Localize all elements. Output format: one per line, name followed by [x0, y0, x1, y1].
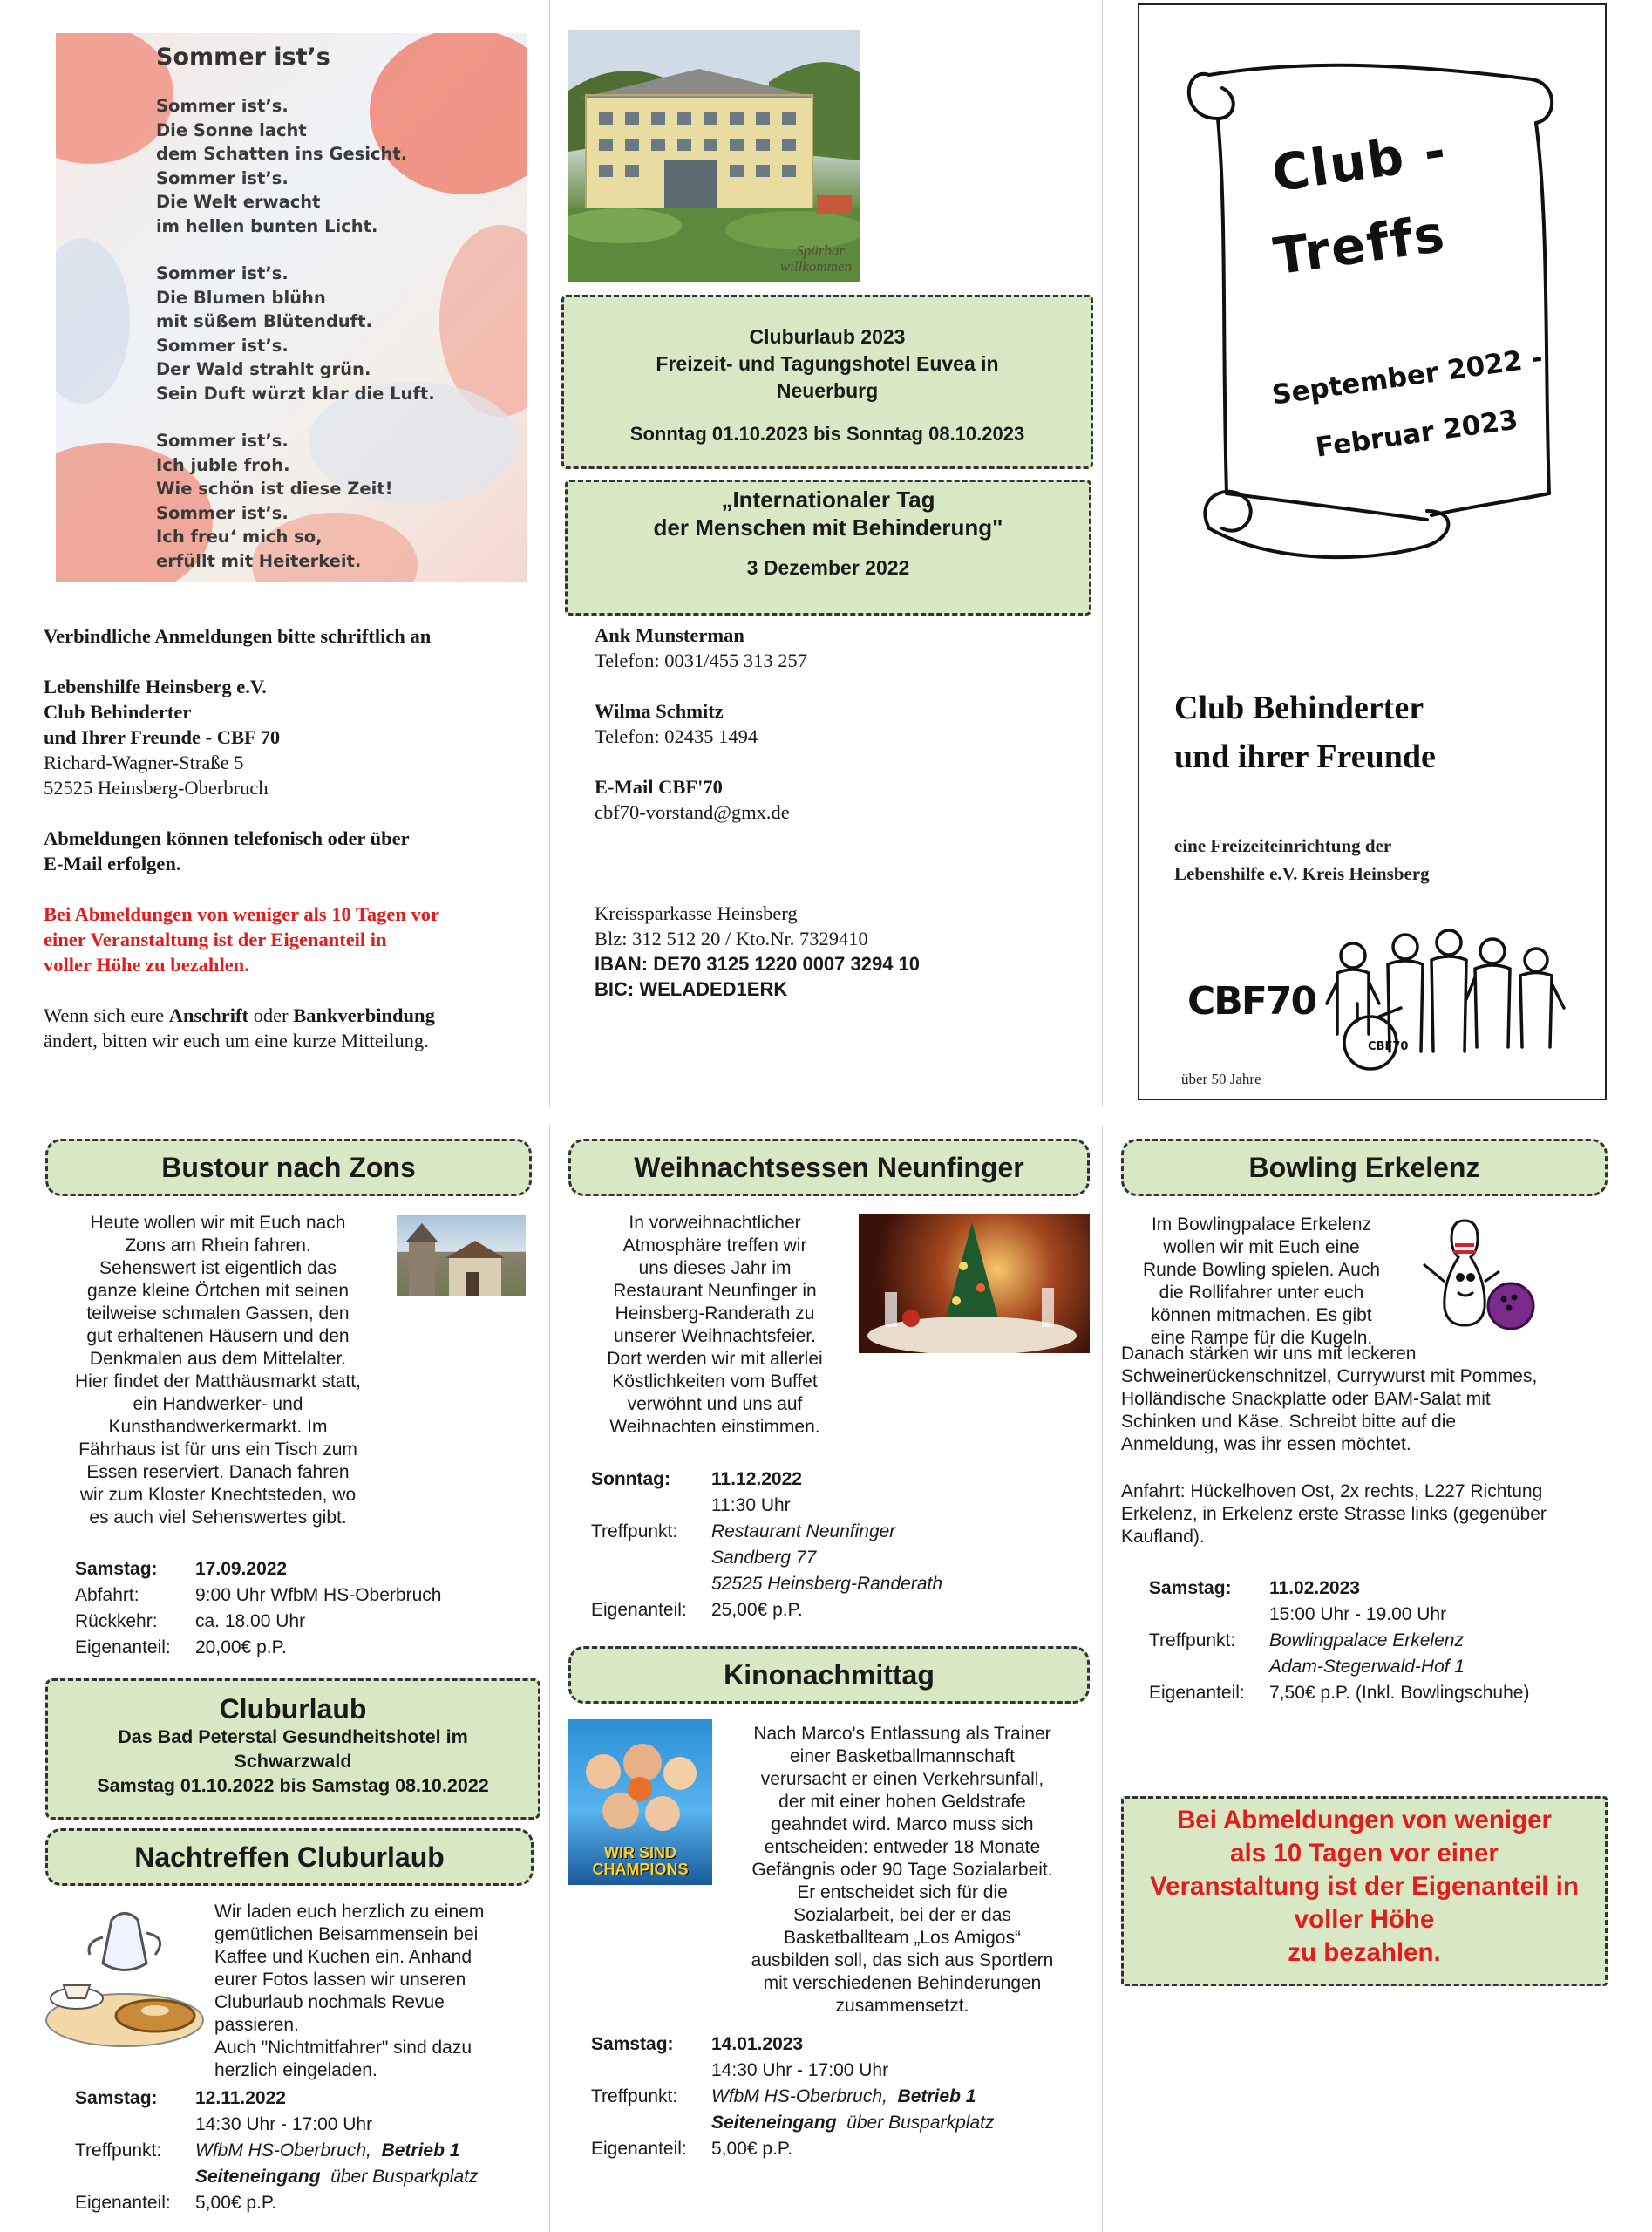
bowling-header — [1121, 1139, 1608, 1196]
cbf70-logo: CBF70 — [1187, 979, 1316, 1024]
poem-line: Sommer ist’s. — [156, 263, 289, 283]
people-group-illustration — [1318, 921, 1580, 1078]
cover-period-line2: Februar 2023 — [1314, 404, 1520, 464]
bowling-text-line: die Rollifahrer unter euch — [1159, 1283, 1364, 1303]
cancel-warning-line1: Bei Abmeldungen von weniger als 10 Tagen vor — [44, 903, 440, 925]
poem-line: Sommer ist’s. — [156, 502, 289, 523]
bowling-title: Bowling Erkelenz — [1248, 1152, 1480, 1183]
movie-poster — [568, 1719, 712, 1885]
cancellation-warning-box — [1121, 1796, 1608, 1986]
poem-line: Sommer ist’s. — [156, 167, 289, 188]
contact-name-2: Wilma Schmitz — [595, 700, 724, 722]
nachtreffen-text-line: passieren. — [214, 2015, 299, 2035]
kino-description — [715, 1723, 1090, 2018]
weihnacht-title: Weihnachtsessen Neunfinger — [634, 1152, 1024, 1183]
kino-info: Samstag: 14.01.2023 14:30 Uhr - 17:00 Uhr Treffpunkt: WfbM HS-Oberbruch, Betrieb 1 Seiteneingang über Busparkplatz Eigenanteil: 5,00€ p.P. — [591, 2031, 994, 2162]
weihnacht-text-line: Dort werden wir mit allerlei — [607, 1349, 823, 1369]
coffee-and-cake-illustration — [42, 1902, 207, 2051]
bustour-header — [45, 1139, 532, 1196]
cbf70-logo-small: CBF70 — [1368, 1040, 1409, 1053]
kino-date: 14.01.2023 — [711, 2034, 804, 2054]
weihnacht-info: Sonntag: 11.12.2022 11:30 Uhr Treffpunkt: Restaurant Neunfinger Sandberg 77 52525 Heinsberg-Randerath Eigenanteil: 25,00€ p.P. — [591, 1466, 942, 1623]
weihnacht-text-line: unserer Weihnachtsfeier. — [614, 1326, 816, 1346]
cover-period-line1: September 2022 - — [1270, 342, 1545, 412]
poem-line: Sommer ist’s. — [156, 335, 289, 356]
bowling-food-line: Anmeldung, was ihr essen möchtet. — [1121, 1434, 1411, 1454]
bank-blz: Blz: 312 512 20 / Kto.Nr. 7329410 — [595, 928, 868, 949]
international-day-date: 3 Dezember 2022 — [746, 556, 910, 579]
bowling-text-line: wollen wir mit Euch eine — [1163, 1237, 1360, 1257]
registration-intro: Verbindliche Anmeldungen bitte schriftlich an — [44, 625, 432, 647]
nachtreffen-text-line: herzlich eingeladen. — [214, 2060, 377, 2080]
kino-text-line: zusammensetzt. — [835, 1996, 969, 2016]
bustour-text-line: Denkmalen aus dem Mittelalter. — [89, 1349, 347, 1369]
poem-line: Die Sonne lacht — [156, 119, 307, 140]
bustour-text-line: ganze kleine Örtchen mit seinen — [87, 1281, 349, 1301]
contact-name-1: Ank Munsterman — [595, 624, 744, 646]
kino-text-line: Nach Marco's Entlassung als Trainer — [753, 1724, 1051, 1744]
bustour-info-row: Eigenanteil: 20,00€ p.P. — [75, 1637, 287, 1657]
bustour-text-line: Fährhaus ist für uns ein Tisch zum — [78, 1439, 357, 1460]
weihnacht-price: 25,00€ p.P. — [711, 1600, 803, 1620]
kino-text-line: Sozialarbeit, bei der er das — [793, 1905, 1011, 1925]
poem-title: Sommer ist’s — [156, 44, 330, 71]
poem-line: dem Schatten ins Gesicht. — [156, 144, 408, 164]
poem-line: Ich freu‘ mich so, — [156, 527, 323, 547]
nachtreffen-title: Nachtreffen Cluburlaub — [134, 1841, 445, 1873]
poem-text — [156, 94, 435, 573]
column-divider — [1102, 1125, 1103, 2232]
poem-panel — [56, 33, 527, 582]
kino-text-line: der mit einer hohen Geldstrafe — [778, 1792, 1026, 1812]
nachtreffen-text-line: eurer Fotos lassen wir unseren — [214, 1970, 466, 1990]
kino-text-line: Er entscheidet sich für die — [797, 1882, 1008, 1902]
cluburlaub-2023-dates: Sonntag 01.10.2023 bis Sonntag 08.10.2023 — [629, 423, 1025, 445]
address-change-note-line2: ändert, bitten wir euch um eine kurze Mitteilung. — [44, 1030, 429, 1051]
cancel-note-line2: E-Mail erfolgen. — [44, 853, 181, 874]
weihnacht-date: 11.12.2022 — [711, 1469, 802, 1489]
weihnacht-header — [568, 1139, 1090, 1196]
nachtreffen-text-line: gemütlichen Beisammensein bei — [214, 1924, 479, 1944]
kino-text-line: ausbilden soll, das sich aus Sportlern — [751, 1950, 1054, 1970]
cluburlaub-2023-place: Neuerburg — [776, 379, 879, 402]
bustour-text-line: Hier findet der Matthäusmarkt statt, — [75, 1371, 361, 1392]
christmas-dinner-photo — [859, 1214, 1090, 1353]
org-street: Richard-Wagner-Straße 5 — [44, 752, 244, 773]
org-city: 52525 Heinsberg-Oberbruch — [44, 777, 269, 799]
poem-line: erfüllt mit Heiterkeit. — [156, 550, 362, 571]
nachtreffen-info: Samstag: 12.11.2022 14:30 Uhr - 17:00 Uhr Treffpunkt: WfbM HS-Oberbruch, Betrieb 1 Seiteneingang über Busparkplatz Eigenanteil: 5,00€ p.P. — [75, 2086, 478, 2216]
bustour-info-row: Samstag: 17.09.2022 — [75, 1559, 288, 1579]
cancel-warning-line3: voller Höhe zu bezahlen. — [44, 954, 249, 976]
kino-time: 14:30 Uhr - 17:00 Uhr — [711, 2060, 889, 2080]
bowling-place: Bowlingpalace Erkelenz — [1269, 1630, 1464, 1650]
warning-line2: als 10 Tagen vor einer — [1230, 1839, 1499, 1868]
bowling-text-line: eine Rampe für die Kugeln. — [1150, 1328, 1373, 1348]
cover-title-line1: Club - — [1268, 119, 1451, 204]
bowling-food-line: Schweinerückenschnitzel, Currywurst mit Pommes, — [1121, 1366, 1538, 1386]
club-name-line1: Club Behinderter — [1174, 690, 1424, 726]
contact-phone-1: Telefon: 0031/455 313 257 — [595, 650, 808, 671]
kino-title: Kinonachmittag — [724, 1659, 935, 1691]
column-divider — [549, 0, 550, 1107]
column-divider — [1102, 0, 1103, 1107]
kino-text-line: verursacht er einen Verkehrsunfall, — [760, 1769, 1044, 1789]
org-club-line2: und Ihrer Freunde - CBF 70 — [44, 726, 281, 748]
bowling-directions — [1121, 1480, 1609, 1548]
poem-line: Wie schön ist diese Zeit! — [156, 479, 393, 499]
nachtreffen-header — [45, 1828, 534, 1886]
poem-line: Sein Duft würzt klar die Luft. — [156, 383, 435, 404]
club-subtitle-line1: eine Freizeiteinrichtung der — [1174, 835, 1392, 856]
bustour-text-line: Sehenswert ist eigentlich das — [99, 1258, 337, 1278]
cluburlaub-2022-box — [45, 1678, 540, 1820]
cluburlaub-2023-hotel: Freizeit- und Tagungshotel Euvea in — [656, 352, 999, 375]
cover-title-line2: Treffs — [1270, 203, 1450, 287]
contact-left — [44, 623, 532, 1053]
international-day-line1: „Internationaler Tag — [721, 487, 935, 513]
kino-text-line: Gefängnis oder 90 Tage Sozialarbeit. — [751, 1860, 1053, 1880]
bank-iban: IBAN: DE70 3125 1220 0007 3294 10 — [595, 953, 921, 975]
kino-text-line: entscheiden: entweder 18 Monate — [764, 1837, 1041, 1857]
cluburlaub-2022-region: Schwarzwald — [234, 1751, 352, 1772]
weihnacht-text-line: In vorweihnachtlicher — [629, 1213, 801, 1233]
nachtreffen-description — [214, 1901, 537, 2082]
poem-line: Ich juble froh. — [156, 454, 290, 475]
nachtreffen-price: 5,00€ p.P. — [195, 2193, 277, 2213]
kino-place: WfbM HS-Oberbruch, — [711, 2086, 887, 2106]
cluburlaub-2022-title: Cluburlaub — [219, 1693, 367, 1725]
nachtreffen-text-line: Kaffee und Kuchen ein. Anhand — [214, 1947, 472, 1967]
bowling-text-line: Im Bowlingpalace Erkelenz — [1151, 1215, 1372, 1235]
bank-bic: BIC: WELADED1ERK — [595, 978, 788, 1000]
nachtreffen-text-line: Wir laden euch herzlich zu einem — [214, 1902, 485, 1922]
hotel-photo — [568, 30, 860, 282]
bustour-description — [48, 1212, 388, 1529]
bustour-text-line: Essen reserviert. Danach fahren — [86, 1462, 350, 1482]
bustour-text-line: ein Handwerker- und — [133, 1394, 303, 1414]
bustour-info — [75, 1556, 441, 1661]
poem-line: Sommer ist’s. — [156, 431, 289, 451]
warning-line3: Veranstaltung ist der Eigenanteil in — [1150, 1872, 1579, 1901]
bustour-text-line: gut erhaltenen Häusern und den — [86, 1326, 350, 1346]
bowling-directions-line: Kaufland). — [1121, 1527, 1205, 1547]
bowling-directions-line: Anfahrt: Hückelhoven Ost, 2x rechts, L227 Richtung — [1121, 1481, 1543, 1501]
weihnacht-text-line: Heinsberg-Randerath zu — [615, 1303, 815, 1324]
weihnacht-text-line: Restaurant Neunfinger in — [613, 1281, 817, 1301]
warning-line1: Bei Abmeldungen von weniger — [1177, 1806, 1552, 1834]
org-name: Lebenshilfe Heinsberg e.V. — [44, 676, 267, 698]
weihnacht-text-line: Weihnachten einstimmen. — [609, 1417, 820, 1437]
cluburlaub-2022-hotel: Das Bad Peterstal Gesundheitshotel im — [118, 1726, 468, 1747]
column-divider — [549, 1125, 550, 2232]
org-club-line1: Club Behinderter — [44, 701, 192, 723]
nachtreffen-place: WfbM HS-Oberbruch, — [195, 2140, 371, 2161]
weihnacht-place: Restaurant Neunfinger — [711, 1521, 896, 1541]
poem-line: Die Blumen blühn — [156, 287, 326, 308]
poem-line: mit süßem Blütenduft. — [156, 311, 372, 331]
bustour-info-row: Rückkehr: ca. 18.00 Uhr — [75, 1611, 306, 1631]
club-subtitle-line2: Lebenshilfe e.V. Kreis Heinsberg — [1174, 863, 1430, 884]
weihnacht-text-line: Atmosphäre treffen wir — [622, 1235, 807, 1256]
warning-line4: voller Höhe — [1294, 1905, 1435, 1934]
weihnacht-text-line: uns dieses Jahr im — [638, 1258, 792, 1278]
bank-name: Kreissparkasse Heinsberg — [595, 902, 798, 924]
bustour-title: Bustour nach Zons — [161, 1152, 416, 1183]
nachtreffen-text-line: Auch "Nichtmitfahrer" sind dazu — [214, 2038, 472, 2058]
bowling-date: 11.02.2023 — [1269, 1578, 1360, 1598]
kino-text-line: einer Basketballmannschaft — [790, 1746, 1015, 1766]
club-name — [1174, 684, 1436, 781]
bowling-info: Samstag: 11.02.2023 15:00 Uhr - 19.00 Uhr Treffpunkt: Bowlingpalace Erkelenz Adam-Stegerwald-Hof 1 Eigenanteil: 7,50€ p.P. (Inkl. Bowlingschuhe) — [1149, 1575, 1529, 1706]
email-address[interactable]: cbf70-vorstand@gmx.de — [595, 801, 790, 823]
cluburlaub-2022-dates: Samstag 01.10.2022 bis Samstag 08.10.2022 — [97, 1775, 489, 1796]
bowling-price: 7,50€ p.P. (Inkl. Bowlingschuhe) — [1269, 1683, 1530, 1703]
weihnacht-description — [575, 1212, 854, 1439]
weihnacht-text-line: Köstlichkeiten vom Buffet — [612, 1371, 818, 1392]
warning-line5: zu bezahlen. — [1288, 1938, 1441, 1967]
contact-phone-2: Telefon: 02435 1494 — [595, 725, 758, 747]
club-subtitle — [1174, 832, 1430, 888]
nachtreffen-date: 12.11.2022 — [195, 2088, 286, 2108]
bustour-info-row: Abfahrt: 9:00 Uhr WfbM HS-Oberbruch — [75, 1585, 442, 1605]
nachtreffen-text-line: Cluburlaub nochmals Revue — [214, 1992, 445, 2012]
bowling-food-line: Danach stärken wir uns mit leckeren — [1121, 1344, 1417, 1364]
zons-photo — [397, 1215, 526, 1296]
bustour-text-line: Zons am Rhein fahren. — [125, 1235, 311, 1256]
bustour-text-line: Kunsthandwerkermarkt. Im — [108, 1417, 328, 1437]
bowling-directions-line: Erkelenz, in Erkelenz erste Strasse links (gegenüber — [1121, 1504, 1547, 1524]
cluburlaub-2023-title: Cluburlaub 2023 — [749, 325, 906, 348]
poem-line: Der Wald strahlt grün. — [156, 359, 371, 379]
weihnacht-time: 11:30 Uhr — [711, 1495, 791, 1515]
photo-caption: Spürbar — [796, 242, 845, 259]
cover-panel — [1138, 3, 1607, 1100]
bowling-food-line: Schinken und Käse. Schreibt bitte auf die — [1121, 1412, 1457, 1432]
kino-text-line: geahndet wird. Marco muss sich — [771, 1814, 1034, 1834]
address-change-note: Wenn sich eure Anschrift oder Bankverbindung — [44, 1004, 435, 1026]
cluburlaub-2023-box — [561, 295, 1093, 469]
international-day-line2: der Menschen mit Behinderung" — [653, 514, 1003, 541]
bustour-text-line: teilweise schmalen Gassen, den — [86, 1303, 350, 1324]
bustour-text-line: Heute wollen wir mit Euch nach — [90, 1213, 346, 1233]
bowling-text-line: können mitmachen. Es gibt — [1151, 1305, 1372, 1325]
weihnacht-text-line: verwöhnt und uns auf — [627, 1394, 803, 1414]
poem-line: im hellen bunten Licht. — [156, 215, 378, 236]
bustour-text-line: wir zum Kloster Knechtsteden, wo — [79, 1485, 357, 1505]
bowling-description — [1118, 1214, 1405, 1350]
bowling-food-line: Holländische Snackplatte oder BAM-Salat mit — [1121, 1389, 1491, 1409]
bowling-time: 15:00 Uhr - 19.00 Uhr — [1269, 1604, 1447, 1624]
poem-line: Sommer ist’s. — [156, 96, 289, 116]
years-label: über 50 Jahre — [1181, 1071, 1261, 1087]
scroll-illustration — [1139, 5, 1604, 616]
international-day-box — [565, 480, 1091, 616]
kino-price: 5,00€ p.P. — [711, 2139, 793, 2159]
photo-caption-2: willkommen — [779, 258, 852, 275]
kino-text-line: mit verschiedenen Behinderungen — [763, 1973, 1042, 1993]
bowling-pin-and-ball-illustration — [1417, 1212, 1539, 1334]
cancel-note-line1: Abmeldungen können telefonisch oder über — [44, 827, 410, 849]
nachtreffen-time: 14:30 Uhr - 17:00 Uhr — [195, 2114, 373, 2134]
email-label: E-Mail CBF'70 — [595, 776, 723, 798]
kino-text-line: Basketballteam „Los Amigos“ — [784, 1928, 1021, 1948]
contact-middle — [595, 623, 1083, 1002]
kino-header — [568, 1646, 1090, 1704]
bowling-food-note — [1121, 1343, 1609, 1456]
cancel-warning-line2: einer Veranstaltung ist der Eigenanteil in — [44, 929, 387, 950]
poem-line: Die Welt erwacht — [156, 192, 321, 212]
bustour-text-line: es auch viel Sehenswertes gibt. — [89, 1507, 347, 1528]
movie-poster-title: WIR SIND CHAMPIONS — [592, 1844, 689, 1878]
club-name-line2: und ihrer Freunde — [1174, 738, 1436, 775]
bowling-text-line: Runde Bowling spielen. Auch — [1142, 1260, 1380, 1280]
